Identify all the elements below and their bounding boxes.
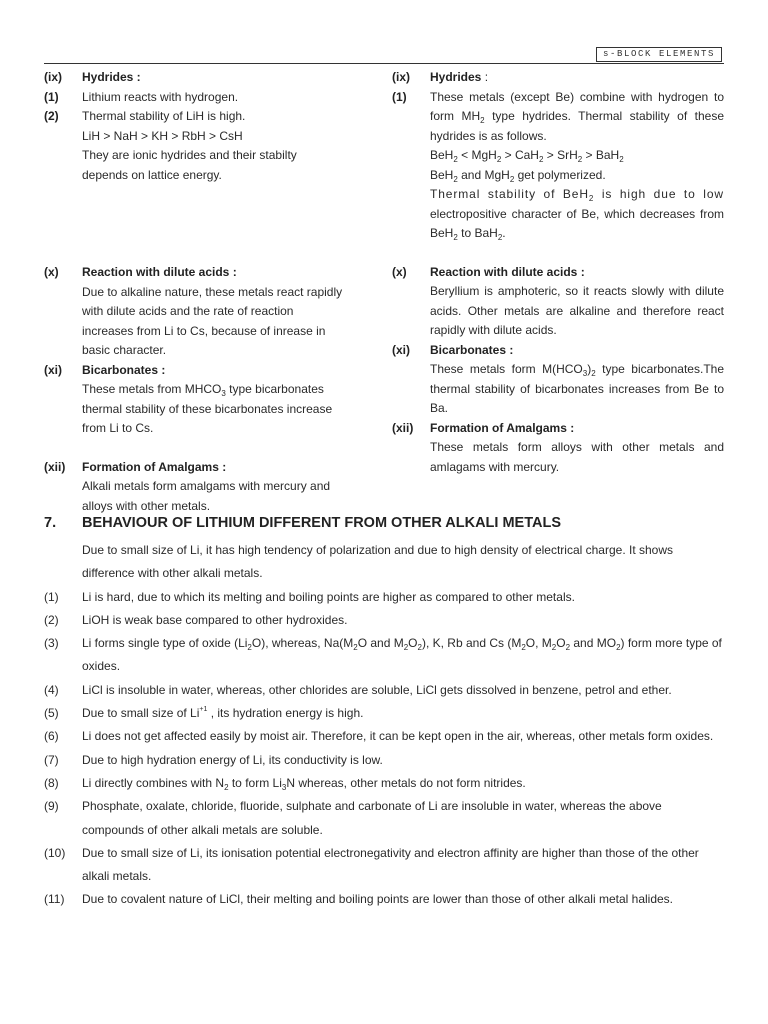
left-xi-title: Bicarbonates : xyxy=(82,362,166,377)
right-xi-text: These metals form $M(HCO_3)_2$ type bicarbonates.The thermal stability of bicarbonates increases from Be to Ba. xyxy=(430,362,724,415)
list-item: (11) Due to covalent nature of LiCl, their melting and boiling points are lower than those of other alkali metal halides. xyxy=(44,892,674,907)
list-item: (3) Li forms single type of oxide $(Li_2O)$, whereas, $Na(M_2O$ and $M_2O_2$), K, Rb and Cs ($M_2O$, $M_2O_2$ and $MO_2$) form more type of oxides. xyxy=(44,636,722,674)
section-number: 7. xyxy=(44,515,57,531)
left-xii-heading xyxy=(44,458,344,478)
list-item: (2) LiOH is weak base compared to other hydroxides. xyxy=(44,612,348,627)
left-xi-number: (xi) xyxy=(44,362,62,377)
section-intro: Due to small size of Li, it has high tendency of polarization and due to high density of electrical charge. It shows difference with other alkali metals. xyxy=(82,543,673,581)
header-rule xyxy=(44,63,724,64)
section-title: BEHAVIOUR OF LITHIUM DIFFERENT FROM OTHER ALKALI METALS xyxy=(82,515,562,531)
left-x-text: Due to alkaline nature, these metals react rapidly with dilute acids and the rate of reaction increases from Li to Cs, because of inrease in basic character. xyxy=(82,284,343,357)
right-x-title: Reaction with dilute acids : xyxy=(430,264,585,279)
section-7 xyxy=(44,512,724,912)
right-ix-point-1 xyxy=(392,88,724,244)
right-column xyxy=(392,68,724,477)
left-ix-number: (ix) xyxy=(44,70,62,84)
right-x-number: (x) xyxy=(392,264,407,279)
right-xi-number: (xi) xyxy=(392,342,410,357)
list-item: (4) LiCl is insoluble in water, whereas, other chlorides are soluble, LiCl gets dissolved in benzene, petrol and ether. xyxy=(44,682,672,697)
list-item: (1) Li is hard, due to which its melting and boiling points are higher as compared to other metals. xyxy=(44,589,575,604)
left-x-number: (x) xyxy=(44,265,59,279)
list-item: (8) Li directly combines with $N_2$ to form $Li_3N$ whereas, other metals do not form nitrides. xyxy=(44,775,526,792)
right-ix-heading: (ix) Hydrides : xyxy=(392,68,724,88)
right-x-heading xyxy=(392,263,724,283)
right-ix-stability-text: Thermal stability of BeH$_2$ is high due to low electropositive character of Be, which decreases from BeH$_2$ to BaH$_2$. xyxy=(430,187,724,242)
left-xii-number: (xii) xyxy=(44,459,66,474)
left-xi-text: These metals from $MHCO_3$ type bicarbonates thermal stability of these bicarbonates increase from Li to Cs. xyxy=(82,382,333,435)
left-ix-order: LiH > NaH > KH > RbH > CsH xyxy=(82,128,243,143)
left-x-heading xyxy=(44,263,344,283)
right-ix-polymer-text: BeH$_2$ and MgH$_2$ get polymerized. xyxy=(430,167,606,184)
list-item: (7) Due to high hydration energy of Li, its conductivity is low. xyxy=(44,752,383,767)
section-heading xyxy=(44,512,724,534)
right-xii-text: These metals form alloys with other metals and amlagams with mercury. xyxy=(430,440,724,474)
right-xii-heading xyxy=(392,419,724,439)
left-ix-title: Hydrides : xyxy=(82,70,141,84)
right-xi-title: Bicarbonates : xyxy=(430,342,514,357)
left-ix-2-text: Thermal stability of LiH is high. xyxy=(82,109,246,123)
left-ix-point-2 xyxy=(44,107,344,185)
list-item: (5) Due to small size of $Li^{+1}$ , its hydration energy is high. xyxy=(44,706,364,721)
right-ix-order: BeH$_2$ < MgH$_2$ > CaH$_2$ > SrH$_2$ > BaH$_2$ xyxy=(430,148,624,164)
right-ix-1-number: (1) xyxy=(392,89,407,104)
left-x-title: Reaction with dilute acids : xyxy=(82,265,237,279)
left-column xyxy=(44,68,344,516)
left-xi-heading xyxy=(44,361,344,381)
left-ix-ionic-text: They are ionic hydrides and their stabilty depends on lattice energy. xyxy=(82,148,297,182)
list-item: (6) Li does not get affected easily by moist air. Therefore, it can be kept open in the air, whereas, other metals form oxides. xyxy=(44,729,714,744)
left-xii-title: Formation of Amalgams : xyxy=(82,459,227,474)
right-ix-1-text: These metals (except Be) combine with hydrogen to form $MH_2$ type hydrides. Thermal stability of these hydrides is as follows. xyxy=(430,89,724,143)
left-ix-2-number: (2) xyxy=(44,109,59,123)
left-ix-point-1 xyxy=(44,88,344,108)
left-ix-heading xyxy=(44,68,344,88)
right-xi-heading xyxy=(392,341,724,361)
right-xii-number: (xii) xyxy=(392,420,414,435)
list-item: (9) Phosphate, oxalate, chloride, fluoride, sulphate and carbonate of Li are insoluble in water, whereas the above compounds of other alkali metals are soluble. xyxy=(44,799,662,837)
right-ix-title: Hydrides xyxy=(430,70,482,84)
left-ix-1-text: Lithium reacts with hydrogen. xyxy=(82,89,239,104)
right-x-text: Beryllium is amphoteric, so it reacts slowly with dilute acids. Other metals are alkaline and therefore react rapidly with dilute acids. xyxy=(430,284,724,337)
chapter-header-tag: s-BLOCK ELEMENTS xyxy=(596,47,722,62)
left-ix-1-number: (1) xyxy=(44,89,59,104)
list-item: (10) Due to small size of Li, its ionisation potential electronegativity and electron affinity are higher than those of the other alkali metals. xyxy=(44,845,699,884)
right-xii-title: Formation of Amalgams : xyxy=(430,420,575,435)
left-xii-text: Alkali metals form amalgams with mercury and alloys with other metals. xyxy=(82,479,331,513)
right-ix-number: (ix) xyxy=(392,70,410,84)
